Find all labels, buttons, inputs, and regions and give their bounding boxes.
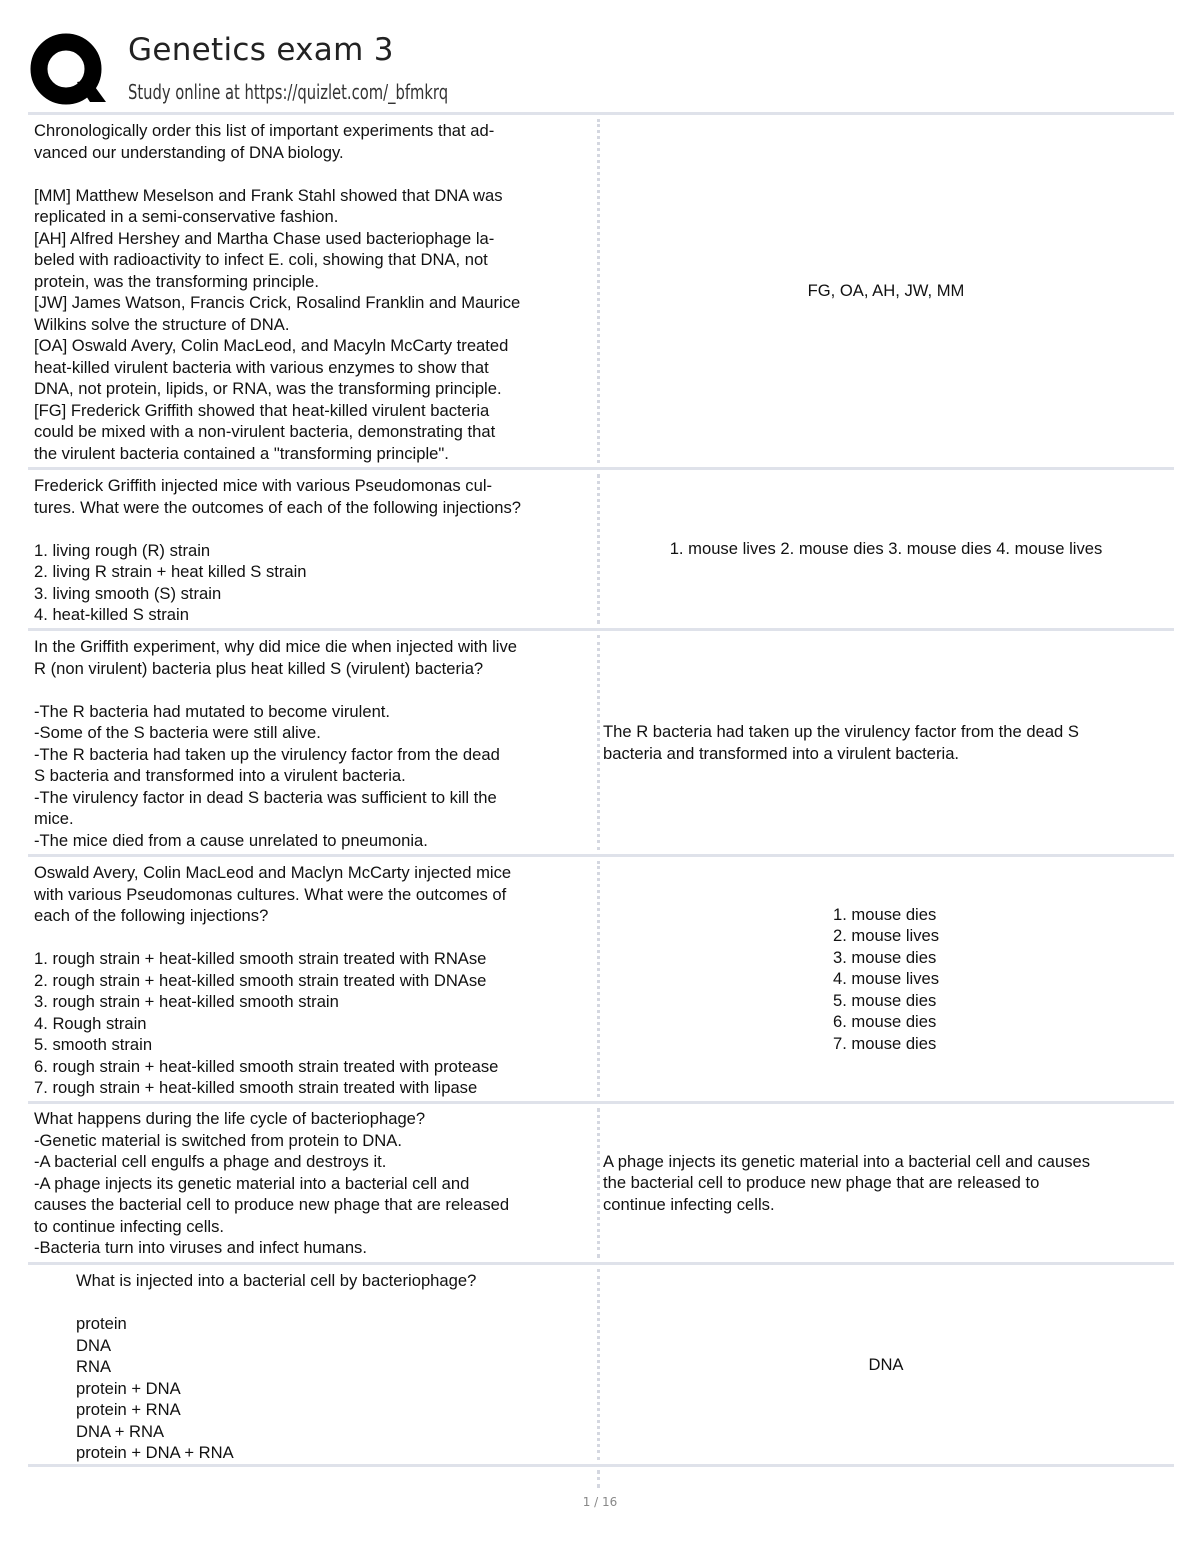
card-term: What is injected into a bacterial cell by bacteriophage? protein DNA RNA protein + DNA protein + RNA DNA + RNA protein + DNA + RNA <box>76 1271 477 1462</box>
card-definition <box>603 857 1169 1101</box>
card-definition <box>603 1265 1169 1464</box>
card-definition-text: A phage injects its genetic material into a bacterial cell and causes the bacterial cell to produce new phage that are released to continue infecting cells. <box>603 1151 1091 1214</box>
card-divider <box>597 635 600 850</box>
card-divider <box>597 1269 600 1460</box>
quizlet-q-logo-icon <box>30 32 106 108</box>
card-term: What happens during the life cycle of bacteriophage? -Genetic material is switched from protein to DNA. -A bacterial cell engulfs a phage and destroys it. -A phage injects its genetic material into a bacterial cell and causes the bacterial cell to produce new phage that are released to continue infecting cells. -Bacteria turn into viruses and infect humans. <box>34 1109 510 1257</box>
page-title: Genetics exam 3 <box>128 32 394 68</box>
flashcard-list <box>28 112 1174 1467</box>
card-term: Oswald Avery, Colin MacLeod and Maclyn McCarty injected mice with various Pseudomonas cultures. What were the outcomes of each of the following injections? 1. rough strain + heat-killed smooth strain treated with RNAse 2. rough strain + heat-killed smooth strain treated with DNAse 3. rough strain + heat-killed smooth strain 4. Rough strain 5. smooth strain 6. rough strain + heat-killed smooth strain treated with protease 7. rough strain + heat-killed smooth strain treated with lipase <box>34 863 512 1097</box>
flashcard <box>28 1101 1174 1262</box>
card-definition-text: 1. mouse dies 2. mouse lives 3. mouse dies 4. mouse lives 5. mouse dies 6. mouse dies 7. mouse dies <box>832 904 940 1053</box>
card-divider <box>597 1108 600 1258</box>
card-definition <box>603 115 1169 467</box>
bottom-divider <box>597 1470 600 1488</box>
card-definition <box>603 470 1169 628</box>
study-online-link[interactable]: Study online at https://quizlet.com/_bfmkrq <box>128 80 449 104</box>
card-divider <box>597 474 600 624</box>
card-term: In the Griffith experiment, why did mice die when injected with live R (non virulent) bacteria plus heat killed S (virulent) bacteria? -The R bacteria had mutated to become virulent. -Some of the S bacteria were still alive. -The R bacteria had taken up the virulency factor from the dead S bacteria and transformed into a virulent bacteria. -The virulency factor in dead S bacteria was sufficient to kill the mice. -The mice died from a cause unrelated to pneumonia. <box>34 637 517 850</box>
flashcard <box>28 112 1174 467</box>
page-number: 1 / 16 <box>582 1495 618 1509</box>
card-definition <box>603 1104 1169 1262</box>
card-definition-text: 1. mouse lives 2. mouse dies 3. mouse dies 4. mouse lives <box>669 539 1103 559</box>
card-divider <box>597 119 600 463</box>
flashcard <box>28 854 1174 1101</box>
card-term: Frederick Griffith injected mice with various Pseudomonas cul- tures. What were the outcomes of each of the following injections? 1. living rough (R) strain 2. living R strain + heat killed S strain 3. living smooth (S) strain 4. heat-killed S strain <box>34 476 522 624</box>
card-term: Chronologically order this list of important experiments that ad- vanced our understanding of DNA biology. [MM] Matthew Meselson and Frank Stahl showed that DNA was replicated in a semi-conservative fashion. [AH] Alfred Hershey and Martha Chase used bacteriophage la- beled with radioactivity to infect E. coli, showing that DNA, not protein, was the transforming principle. [JW] James Watson, Francis Crick, Rosalind Franklin and Maurice Wilkins solve the structure of DNA. [OA] Oswald Avery, Colin MacLeod, and Macyln McCarty treated heat-killed virulent bacteria with various enzymes to show that DNA, not protein, lipids, or RNA, was the transforming principle. [FG] Frederick Griffith showed that heat-killed virulent bacteria could be mixed with a non-virulent bacteria, demonstrating that the virulent bacteria contained a "transforming principle". <box>34 121 521 463</box>
flashcard <box>28 1262 1174 1467</box>
flashcard <box>28 628 1174 854</box>
card-divider <box>597 861 600 1097</box>
page-header <box>28 30 1178 110</box>
flashcard <box>28 467 1174 628</box>
card-definition-text: FG, OA, AH, JW, MM <box>807 281 965 301</box>
card-definition-text: The R bacteria had taken up the virulency factor from the dead S bacteria and transformed into a virulent bacteria. <box>603 722 1079 763</box>
card-definition <box>603 631 1169 854</box>
card-definition-text: DNA <box>868 1354 904 1374</box>
